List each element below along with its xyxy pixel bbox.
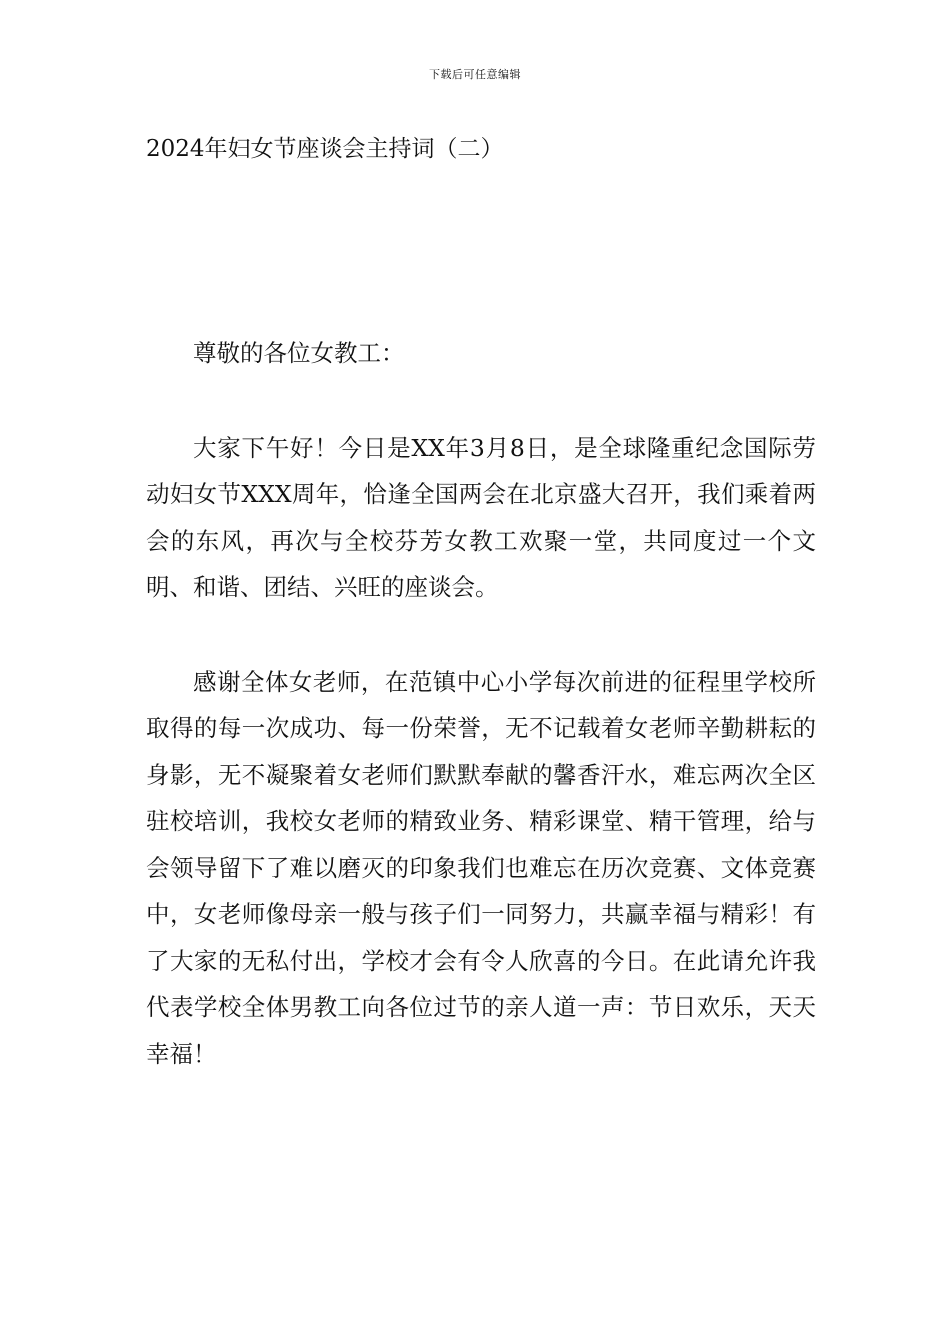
paragraph-1: 大家下午好！今日是XX年3月8日，是全球隆重纪念国际劳动妇女节XXX周年，恰逢全国两会在北京盛大召开，我们乘着两会的东风，再次与全校芬芳女教工欢聚一堂，共同度过一个文明、和谐、团结、兴旺的座谈会。: [146, 433, 816, 601]
document-body: [146, 330, 816, 1077]
header-note: 下载后可任意编辑: [429, 68, 521, 81]
document-title: 2024年妇女节座谈会主持词（二）: [146, 136, 504, 162]
greeting: 尊敬的各位女教工：: [193, 339, 405, 367]
paragraph-2: 感谢全体女老师，在范镇中心小学每次前进的征程里学校所取得的每一次成功、每一份荣誉，无不记载着女老师辛勤耕耘的身影，无不凝聚着女老师们默默奉献的馨香汗水，难忘两次全区驻校培训，我校女老师的精致业务、精彩课堂、精干管理，给与会领导留下了难以磨灭的印象我们也难忘在历次竞赛、文体竞赛中，女老师像母亲一般与孩子们一同努力，共赢幸福与精彩！有了大家的无私付出，学校才会有令人欣喜的今日。在此请允许我代表学校全体男教工向各位过节的亲人道一声：节日欢乐，天天幸福！: [146, 667, 816, 1068]
